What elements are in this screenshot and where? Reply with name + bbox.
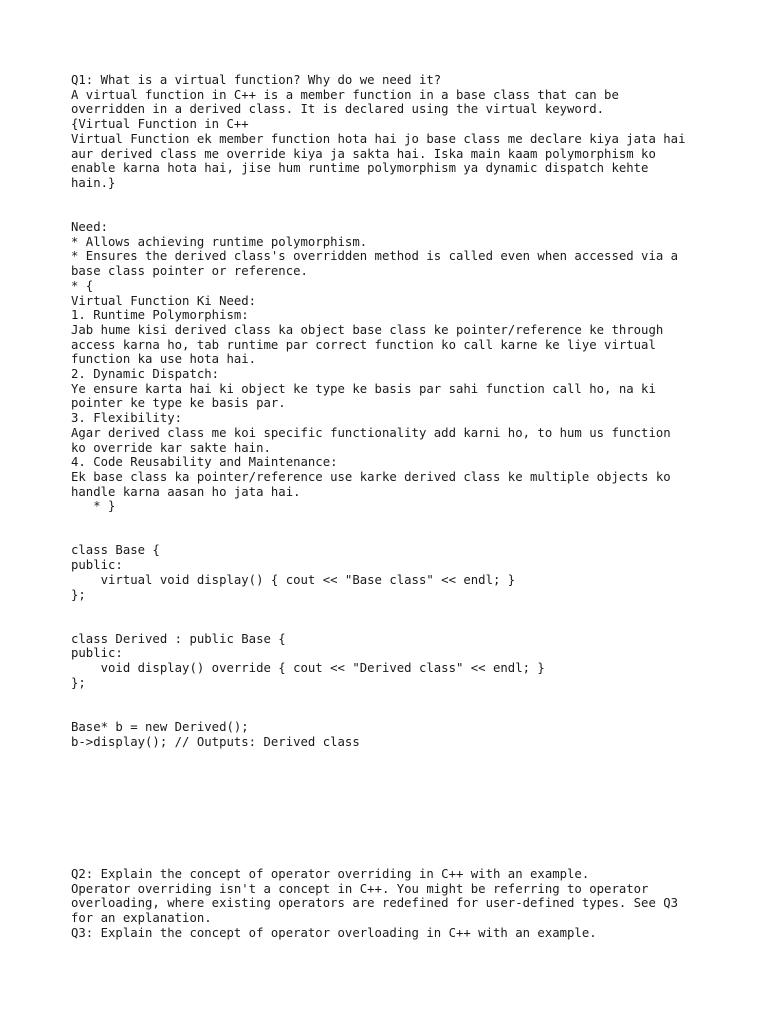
- text-line: Q3: Explain the concept of operator overloading in C++ with an example.: [71, 925, 597, 940]
- text-line: aur derived class me override kiya ja sakta hai. Iska main kaam polymorphism ko: [71, 146, 656, 161]
- text-line: * Ensures the derived class's overridden method is called even when accessed via a: [71, 249, 679, 264]
- text-line: pointer ke type ke basis par.: [71, 396, 286, 411]
- text-line: 2. Dynamic Dispatch:: [71, 367, 220, 381]
- text-line: 3. Flexibility:: [71, 411, 183, 426]
- text-line: virtual void display() { cout << "Base class" << endl; }: [71, 572, 516, 587]
- text-line: Virtual Function Ki Need:: [71, 293, 257, 308]
- text-line: Ek base class ka pointer/reference use karke derived class ke multiple objects ko: [71, 469, 671, 484]
- text-line: public:: [71, 646, 123, 661]
- text-line: Q2: Explain the concept of operator overriding in C++ with an example.: [71, 866, 590, 881]
- text-line: enable karna hota hai, jise hum runtime polymorphism ya dynamic dispatch kehte: [71, 161, 649, 176]
- text-line: hain.}: [71, 175, 116, 190]
- text-line: overridden in a derived class. It is declared using the virtual keyword.: [71, 102, 605, 117]
- text-line: class Derived : public Base {: [71, 631, 286, 646]
- text-line: * {: [71, 278, 94, 293]
- text-line: Agar derived class me koi specific functionality add karni ho, to hum us function: [71, 425, 671, 440]
- text-line: Operator overriding isn't a concept in C++. You might be referring to operator: [71, 881, 649, 896]
- text-line: for an explanation.: [71, 910, 212, 925]
- text-line: handle karna aasan ho jata hai.: [71, 484, 301, 499]
- text-line: Jab hume kisi derived class ka object base class ke pointer/reference ke through: [71, 322, 664, 337]
- text-line: Base* b = new Derived();: [71, 719, 249, 734]
- text-line: class Base {: [71, 543, 160, 558]
- text-line: };: [71, 675, 86, 690]
- text-line: public:: [71, 558, 123, 573]
- text-line: access karna ho, tab runtime par correct function ko call karne ke liye virtual: [71, 337, 656, 352]
- text-line: 1. Runtime Polymorphism:: [71, 308, 249, 323]
- text-line: function ka use hota hai.: [71, 352, 257, 367]
- text-line: Virtual Function ek member function hota hai jo base class me declare kiya jata hai: [71, 131, 686, 146]
- text-line: ko override kar sakte hain.: [71, 440, 271, 455]
- text-line: {Virtual Function in C++: [71, 117, 249, 132]
- text-line: 4. Code Reusability and Maintenance:: [71, 455, 338, 470]
- text-line: b->display(); // Outputs: Derived class: [71, 734, 360, 749]
- text-line: void display() override { cout << "Derived class" << endl; }: [71, 661, 545, 675]
- text-line: Ye ensure karta hai ki object ke type ke basis par sahi function call ho, na ki: [71, 381, 656, 396]
- text-line: Q1: What is a virtual function? Why do we need it?: [71, 73, 442, 87]
- text-line: };: [71, 587, 86, 602]
- text-line: A virtual function in C++ is a member function in a base class that can be: [71, 87, 619, 102]
- text-line: base class pointer or reference.: [71, 264, 308, 279]
- text-line: overloading, where existing operators are redefined for user-defined types. See Q3: [71, 896, 679, 911]
- text-line: Need:: [71, 220, 109, 234]
- text-line: * }: [71, 499, 116, 514]
- text-line: * Allows achieving runtime polymorphism.: [71, 234, 368, 249]
